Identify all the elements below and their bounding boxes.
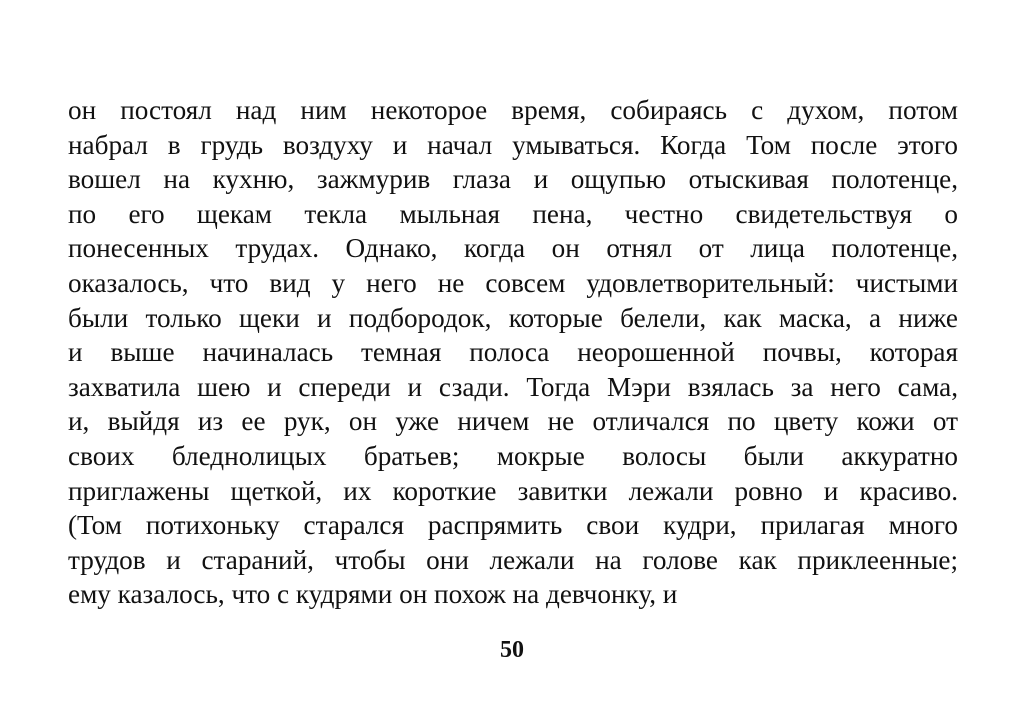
text-line: трудов и стараний, чтобы они лежали на голове как приклеенные;: [68, 544, 958, 575]
text-line: набрал в грудь воздуху и начал умываться. Когда Том после этого: [68, 129, 958, 160]
text-line: (Том потихоньку старался распрямить свои кудри, прилагая много: [68, 510, 958, 541]
text-line: он постоял над ним некоторое время, собираясь с духом, потом: [68, 95, 958, 125]
text-line: оказалось, что вид у него не совсем удовлетворительный: чистыми: [68, 267, 958, 298]
text-line: вошел на кухню, зажмурив глаза и ощупью отыскивая полотенце,: [68, 164, 958, 195]
text-line: были только щеки и подбородок, которые белели, как маска, а ниже: [68, 302, 958, 333]
body-text: [68, 93, 958, 612]
text-line: захватила шею и спереди и сзади. Тогда Мэри взялась за него сама,: [68, 371, 958, 402]
text-line: своих бледнолицых братьев; мокрые волосы были аккуратно: [68, 440, 958, 471]
text-line: ему казалось, что с кудрями он похож на девчонку, и: [68, 579, 678, 610]
text-line: по его щекам текла мыльная пена, честно свидетельствуя о: [68, 198, 958, 229]
text-line: приглажены щеткой, их короткие завитки лежали ровно и красиво.: [68, 475, 958, 506]
text-line: и выше начиналась темная полоса неорошенной почвы, которая: [68, 337, 958, 368]
text-line: и, выйдя из ее рук, он уже ничем не отличался по цвету кожи от: [68, 406, 958, 437]
text-line: понесенных трудах. Однако, когда он отнял от лица полотенце,: [68, 233, 958, 264]
page-number: 50: [500, 637, 524, 663]
